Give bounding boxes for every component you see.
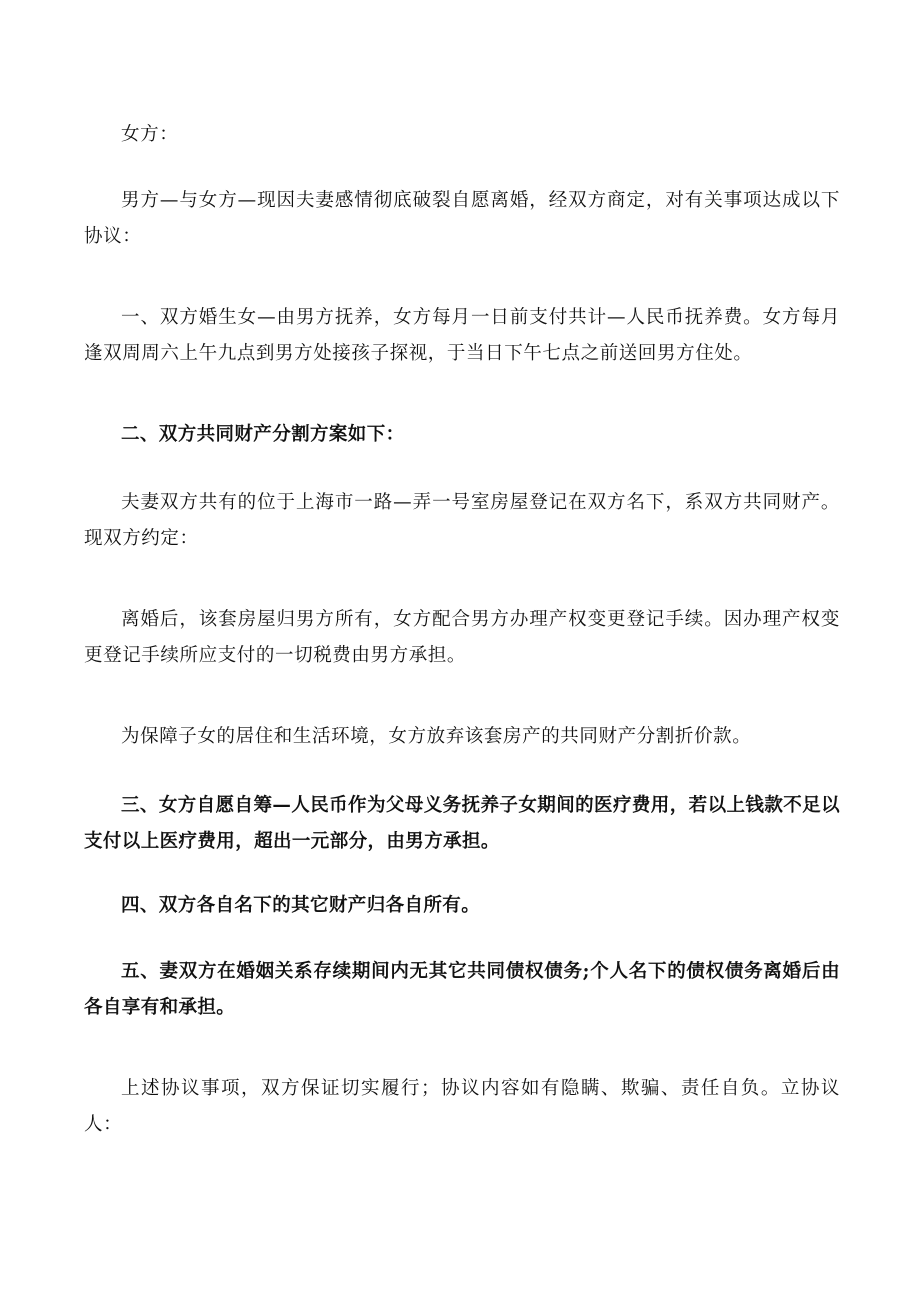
paragraph-property-ownership: 离婚后，该套房屋归男方所有，女方配合男方办理产权变更登记手续。因办理产权变更登记手续所应支付的一切税费由男方承担。 (84, 609, 840, 666)
paragraph-property-description: 夫妻双方共有的位于上海市一路—弄一号室房屋登记在双方名下，系双方共同财产。现双方约定： (84, 492, 840, 549)
paragraph-waiver: 为保障子女的居住和生活环境，女方放弃该套房产的共同财产分割折价款。 (121, 726, 752, 747)
paragraph-closing-signatures: 上述协议事项，双方保证切实履行；协议内容如有隐瞒、欺骗、责任自负。立协议人： (84, 1078, 840, 1135)
paragraph-clause-4-other-property: 四、双方各自名下的其它财产归各自所有。 (121, 895, 481, 916)
paragraph-clause-1-custody: 一、双方婚生女—由男方抚养，女方每月一日前支付共计—人民币抚养费。女方每月逢双周周六上午九点到男方处接孩子探视，于当日下午七点之前送回男方住处。 (84, 307, 840, 364)
paragraph-intro: 男方—与女方—现因夫妻感情彻底破裂自愿离婚，经双方商定，对有关事项达成以下协议： (84, 190, 840, 247)
paragraph-clause-2-heading: 二、双方共同财产分割方案如下： (121, 424, 405, 445)
paragraph-female-party: 女方： (121, 124, 179, 145)
paragraph-clause-3-medical: 三、女方自愿自筹—人民币作为父母义务抚养子女期间的医疗费用，若以上钱款不足以支付以上医疗费用，超出一元部分，由男方承担。 (84, 795, 840, 852)
paragraph-clause-5-debts: 五、妻双方在婚姻关系存续期间内无其它共同债权债务;个人名下的债权债务离婚后由各自享有和承担。 (84, 961, 840, 1018)
